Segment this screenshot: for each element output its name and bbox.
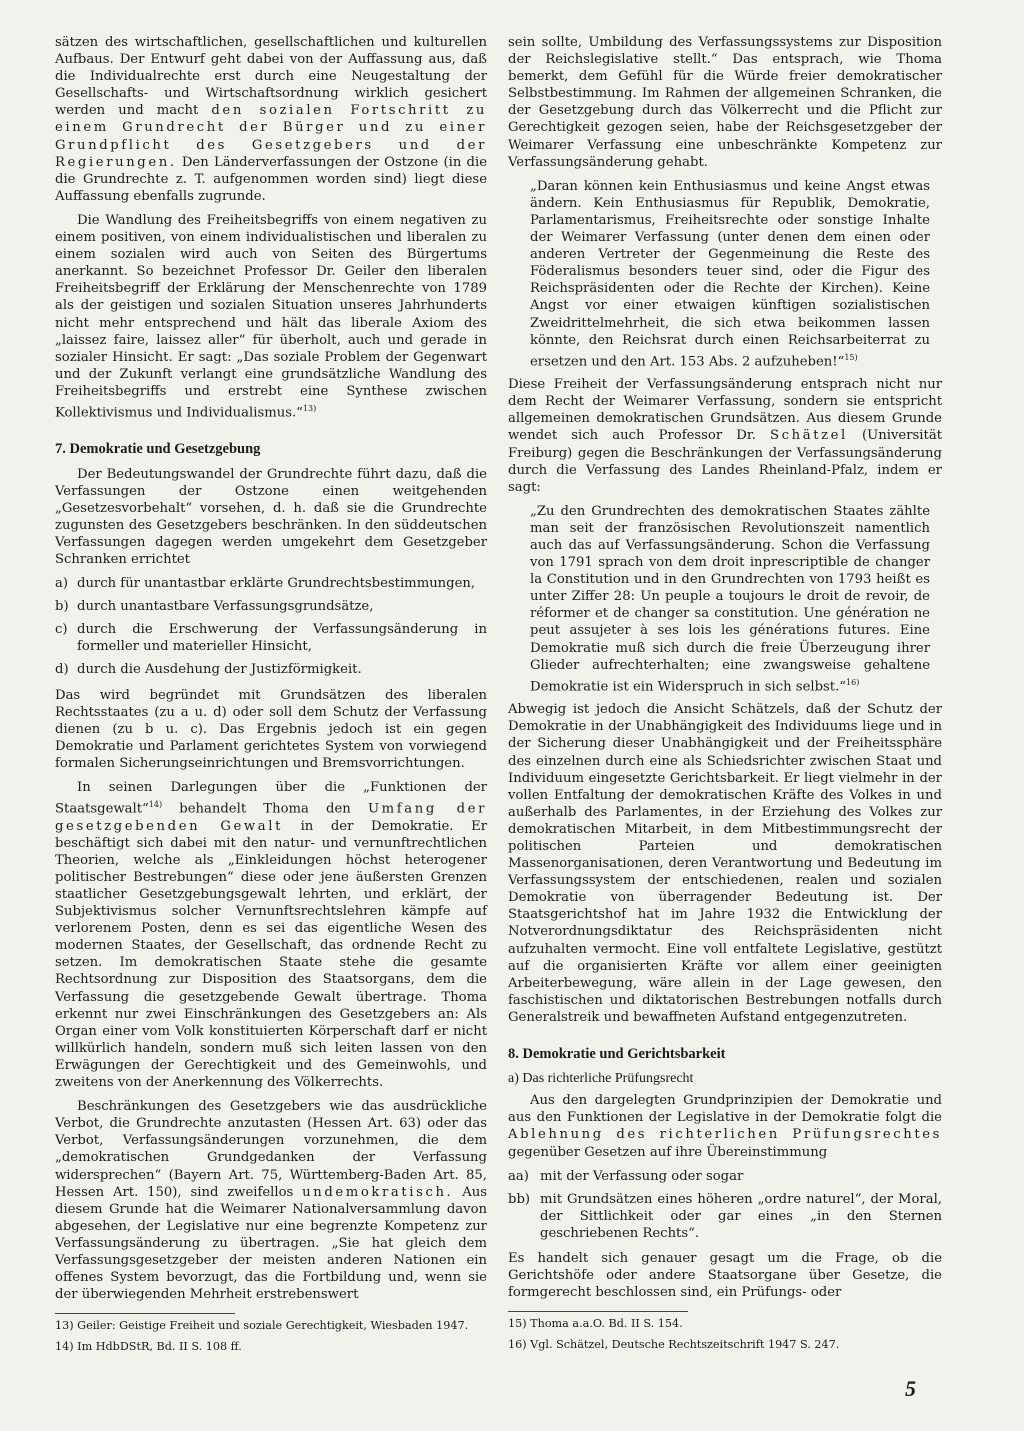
spaced-emphasis: Umfang der gesetzgebenden Gewalt [55,801,487,834]
block-quote-thoma: „Daran können kein Enthusiasmus und keine Angst etwas ändern. Kein Enthusiasmus für Republik, Demokratie, Parlamentarismus, Freiheitsrechte oder sonstige Inhalte der Weimarer Verfassung (unter denen dem einen oder anderen Vertreter der Gegenmeinung die Reste des Föderalismus besonders teuer sind, oder die Figur des Reichspräsidenten oder die Rechte der Kirchen). Keine Angst vor einer etwaigen künftigen sozialistischen Zweidrittelmehrheit, die sich etwa beikommen lassen könnte, den Reichsrat durch einen Reichsarbeiterrat zu ersetzen und den Art. 153 Abs. 2 aufzuheben!“$^{15)}$ [530,178,930,370]
review-list [508,1168,942,1242]
paragraph: Die Wandlung des Freiheitsbegriffs von einem negativen zu einem positiven, von einem individualistischen und liberalen zu einem sozialen wird auch von Seiten des Bürgertums anerkannt. So bezeichnet Professor Dr. Geiler den liberalen Freiheitsbegriff der Erklärung der Menschenrechte von 1789 als der geistigen und sozialen Situation unseres Jahrhunderts nicht mehr entsprechend und hält das liberale Axiom des „laissez faire, laissez aller“ für überholt, auch und gerade in sozialer Hinsicht. Er sagt: „Das soziale Problem der Gegenwart und der Zukunft verlangt eine grundsätzliche Wandlung des Freiheitsbegriffs und erstrebt eine Synthese zwischen Kollektivismus und Individualismus.“$^{13)}$ [55,212,487,421]
footnote-ref: 15) [844,352,858,362]
spaced-emphasis: Ablehnung des richterlichen Prüfungsrechtes [508,1127,942,1143]
spaced-emphasis: den sozialen Fortschritt zu einem Grundrecht der Bürger und zu einer Grundpflicht des Gesetzgebers und der Regierungen. [55,103,487,170]
list-item: a) durch für unantastbar erklärte Grundrechtsbestimmungen, [55,576,476,592]
footnote-rule [508,1311,688,1312]
paragraph: Beschränkungen des Gesetzgebers wie das ausdrückliche Verbot, die Grundrechte anzutasten (Hessen Art. 63) oder das Verbot, Verfassungsänderungen vorzunehmen, die dem „demokratischen Grundgedanken der Verfassung widersprechen“ (Bayern Art. 75, Württemberg-Baden Art. 85, Hessen Art. 150), sind zweifellos undemokratisch. Aus diesem Grunde hat die Weimarer Nationalversammlung davon abgesehen, der Legislative nur eine begrenzte Kompetenz zur Verfassungsänderung zu übertragen. „Sie hat gleich dem Verfassungsgesetzgeber der meisten anderen Nationen ein offenes System bevorzugt, das die Fortbildung und, wenn sie der überwiegenden Mehrheit erstrebenswert [55,1099,487,1303]
paragraph: Das wird begründet mit Grundsätzen des liberalen Rechtsstaates (zu a u. d) oder soll dem Schutz der Verfassung dienen (zu b u. c). Das Ergebnis jedoch ist ein gegen Demokratie und Parlament gerichtetes System von vorwiegend formalen Sicherungseinrichtungen und Bremsvorrichtungen. [55,687,487,771]
restriction-list [55,575,487,678]
right-column [508,34,942,1359]
spaced-emphasis: undemokratisch. [302,1184,454,1200]
left-column [55,34,487,1361]
page-number: 5 [905,1376,916,1401]
footnote-ref: 14) [148,800,163,810]
footnote-15: 15) Thoma a.a.O. Bd. II S. 154. [508,1317,683,1331]
footnote-16: 16) Vgl. Schätzel, Deutsche Rechtszeitschrift 1947 S. 247. [508,1338,840,1352]
list-item: bb) mit Grundsätzen eines höheren „ordre naturel“, der Moral, der Sittlichkeit oder gar eines „in den Sternen geschriebenen Rechts“. [508,1191,942,1241]
footnote-13: 13) Geiler: Geistige Freiheit und soziale Gerechtigkeit, Wiesbaden 1947. [55,1319,469,1333]
subsection-heading: a) Das richterliche Prüfungsrecht [508,1071,694,1087]
paragraph: In seinen Darlegungen über die „Funktionen der Staatsgewalt“$^{14)}$ behandelt Thoma den Umfang der gesetzgebenden Gewalt in der Demokratie. Er beschäftigt sich dabei mit den natur- und vernunftrechtlichen Theorien, welche als „Einkleidungen höchst heterogener politischer Bestrebungen“ diese oder jene äußersten Grenzen staatlicher Gesetzgebungsgewalt lehrten, und erklärt, der Subjektivismus solcher Vernunftsrechtslehren kämpfe auf verlorenem Posten, denn es sei das eigentliche Wesen des modernen Staates, der Gesellschaft, das ordnende Recht zu setzen. Im demokratischen Staate stehe die gesamte Rechtsordnung zur Disposition des Staatsorgans, dem die Verfassung die gesetzgebende Gewalt übertrage. Thoma erkennt nur zwei Einschränkungen des Gesetzgebers an: Als Organ einer vom Volk konstituierten Körperschaft darf er nicht willkürlich handeln, sondern muß sich leiten lassen von den Erwägungen der Gerechtigkeit und des Gemeinwohls, und zweitens von der Anerkennung des Völkerrechts. [55,780,488,1091]
paragraph: sein sollte, Umbildung des Verfassungssystems zur Disposition der Reichslegislative stellt.“ Das entsprach, wie Thoma bemerkt, dem Gefühl für die Würde freier demokratischer Selbstbestimmung. Im Rahmen der allgemeinen Schranken, die der Gesetzgebung durch das Völkerrecht und die Pflicht zur Gerechtigkeit gezogen seien, habe der Reichsgesetzgeber der Weimarer Verfassung eine unbeschränkte Kompetenz zur Verfassungsänderung gehabt. [508,35,942,170]
section-heading-8: 8. Demokratie und Gerichtsbarkeit [508,1046,726,1063]
list-item: aa) mit der Verfassung oder sogar [508,1168,744,1184]
footnote-ref: 13) [302,403,317,413]
paragraph: Es handelt sich genauer gesagt um die Frage, ob die Gerichtshöfe oder andere Staatsorgane über Gesetze, die formgerecht beschlossen sind, ein Prüfungs- oder [508,1250,942,1301]
footnote-ref: 16) [846,677,860,687]
paragraph: Diese Freiheit der Verfassungsänderung entsprach nicht nur dem Recht der Weimarer Verfassung, sondern sie entspricht allgemeinen demokratischen Grundsätzen. Aus diesem Grunde wendet sich auch Professor Dr. Schätzel (Universität Freiburg) gegen die Beschränkungen der Verfassungsänderung durch die Verfassung des Landes Rheinland-Pfalz, indem er sagt: [508,377,942,495]
paragraph: Aus den dargelegten Grundprinzipien der Demokratie und aus den Funktionen der Legislative in der Demokratie folgt die Ablehnung des richterlichen Prüfungsrechtes gegenüber Gesetzen auf ihre Übereinstimmung [508,1093,942,1160]
list-item: d) durch die Ausdehung der Justizförmigkeit. [55,662,362,678]
paragraph: sätzen des wirtschaftlichen, gesellschaftlichen und kulturellen Aufbaus. Der Entwurf geht dabei von der Auffassung aus, daß die Individualrechte erst durch eine Neugestaltung der Gesellschafts- und Wirtschaftsordnung wirklich gesichert werden und macht den sozialen Fortschritt zu einem Grundrecht der Bürger und zu einer Grundpflicht des Gesetzgebers und der Regierungen. Den Länderverfassungen der Ostzone (in die die Grundrechte z. T. aufgenommen worden sind) liegt diese Auffassung ebenfalls zugrunde. [55,35,487,204]
spaced-emphasis: Schätzel [770,428,848,444]
paragraph: Der Bedeutungswandel der Grundrechte führt dazu, daß die Verfassungen der Ostzone einen weitgehenden „Gesetzesvorbehalt“ vorsehen, d. h. daß sie die Grundrechte zugunsten des Gesetzgebers beschränken. In den süddeutschen Verfassungen dagegen werden umgekehrt dem Gesetzgeber Schranken errichtet [55,466,487,568]
footnote-rule [55,1313,235,1314]
footnote-14: 14) Im HdbDStR, Bd. II S. 108 ff. [55,1340,242,1354]
paragraph: Abwegig ist jedoch die Ansicht Schätzels, daß der Schutz der Demokratie in der Unabhängigkeit des Individuums liege und in der Sicherung dieser Unabhängigkeit und der Freiheitssphäre des einzelnen durch eine als Schiedsrichter zwischen Staat und Individuum eingesetzte Gerichtsbarkeit. Er liegt vielmehr in der vollen Entfaltung der demokratischen Kräfte des Volkes in und außerhalb des Parlamentes, in der Erziehung des Volkes zur demokratischen Mitarbeit, in dem Mitbestimmungsrecht der politischen Parteien und demokratischen Massenorganisationen, deren Verantwortung und Bedeutung im Verfassungssystem der entschiedenen, realen und sozialen Demokratie von überragender Bedeutung ist. Der Staatsgerichtshof hat im Jahre 1932 die Entwicklung der Notverordnungsdiktatur des Reichspräsidenten nicht aufzuhalten vermocht. Eine voll entfaltete Legislative, gestützt auf die organisierten Kräfte vor allem einer geeinigten Arbeiterbewegung, wäre allein in der Lage gewesen, den faschistischen und diktatorischen Bestrebungen notfalls durch Generalstreik und bewaffneten Aufstand entgegenzutreten. [508,702,942,1025]
list-item: b) durch unantastbare Verfassungsgrundsätze, [55,599,374,615]
list-item: c) durch die Erschwerung der Verfassungsänderung in formeller und materieller Hinsicht, [55,622,487,655]
block-quote-schaetzel: „Zu den Grundrechten des demokratischen Staates zählte man seit der französischen Revolutionszeit namentlich auch das auf Verfassungsänderung. Schon die Verfassung von 1791 sprach von dem droit inprescriptible de changer la Constitution und in den Grundrechten von 1793 heißt es unter Ziffer 28: Un peuple a toujours le droit de revoir, de réformer et de changer sa constitution. Une génération ne peut assujeter à ses lois les générations futures. Eine Demokratie muß sich durch die freie Überzeugung ihrer Glieder aufrechterhalten; eine zwangsweise gehaltene Demokratie ist ein Widerspruch in sich selbst.“$^{16)}$ [530,503,930,695]
section-heading-7: 7. Demokratie und Gesetzgebung [55,441,261,458]
